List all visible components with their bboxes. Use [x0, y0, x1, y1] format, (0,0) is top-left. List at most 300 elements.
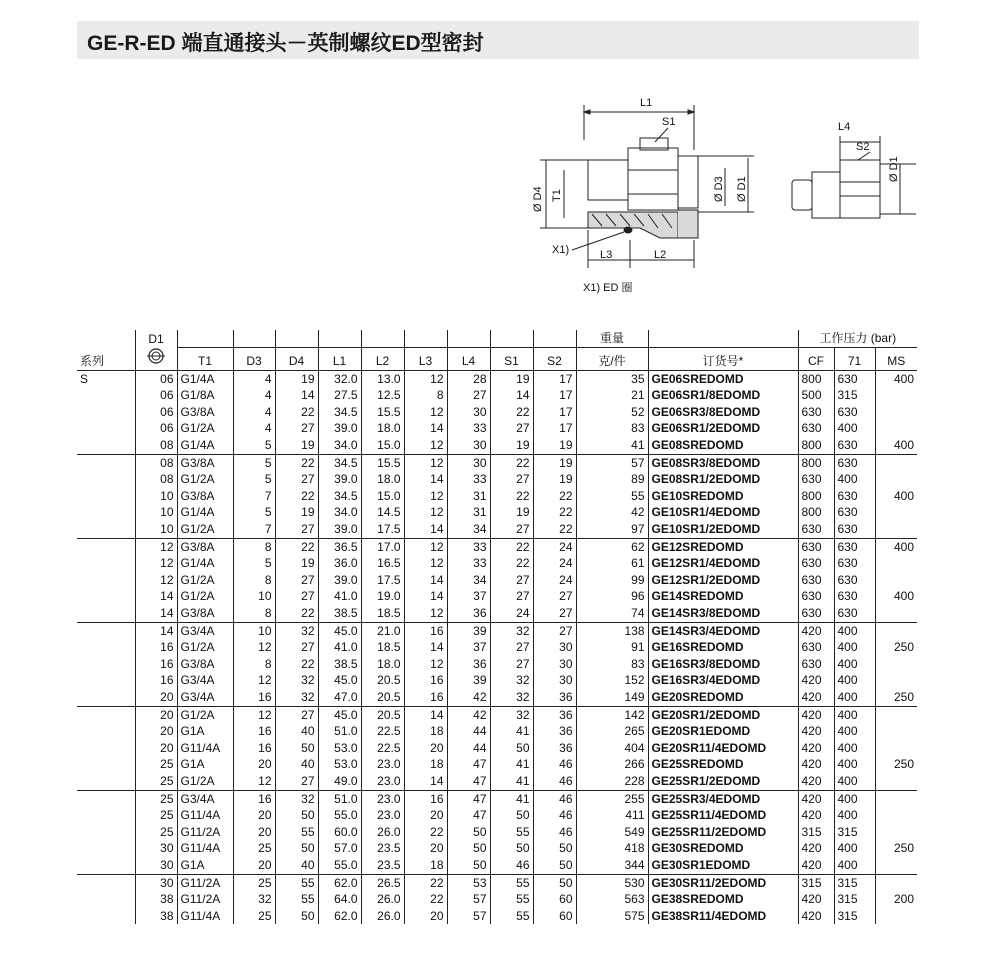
table-cell: 400	[834, 723, 875, 740]
table-cell: 30	[447, 454, 490, 471]
table-cell: 33	[447, 471, 490, 488]
table-cell: 12	[404, 605, 447, 622]
table-cell: 41	[490, 756, 533, 773]
table-cell: 50	[275, 908, 318, 925]
table-cell: G3/8A	[177, 454, 233, 471]
table-cell: 20	[135, 706, 177, 723]
table-cell: 53.0	[318, 756, 361, 773]
spec-table	[77, 330, 917, 924]
series-cell	[77, 420, 135, 437]
table-cell: G3/8A	[177, 538, 233, 555]
series-cell	[77, 504, 135, 521]
table-cell: 315	[834, 387, 875, 404]
table-cell: 16	[233, 689, 275, 706]
table-cell: 36	[533, 689, 576, 706]
table-cell: 16	[233, 723, 275, 740]
table-row	[77, 387, 917, 404]
table-cell: G11/2A	[177, 824, 233, 841]
label-l2: L2	[654, 249, 667, 261]
table-cell: GE08SREDOMD	[648, 437, 798, 454]
table-cell: 25	[233, 840, 275, 857]
table-cell: G11/4A	[177, 807, 233, 824]
table-cell: G3/4A	[177, 790, 233, 807]
table-cell: 12	[404, 656, 447, 673]
table-cell: 27	[275, 521, 318, 538]
table-cell: 19	[533, 454, 576, 471]
table-cell: 27	[490, 588, 533, 605]
table-cell: 12	[404, 454, 447, 471]
table-cell: 17	[533, 420, 576, 437]
table-cell: G3/8A	[177, 605, 233, 622]
table-cell: 420	[798, 807, 834, 824]
table-cell: 400	[834, 807, 875, 824]
table-cell	[875, 740, 917, 757]
table-cell: G11/4A	[177, 740, 233, 757]
table-cell: 27	[490, 521, 533, 538]
table-cell: 404	[576, 740, 648, 757]
table-cell: 5	[233, 437, 275, 454]
table-cell: 400	[875, 488, 917, 505]
series-cell	[77, 807, 135, 824]
table-cell: 36	[447, 605, 490, 622]
table-cell: 138	[576, 622, 648, 639]
table-cell: 32	[275, 622, 318, 639]
table-cell: 27	[533, 622, 576, 639]
table-cell: 50	[533, 874, 576, 891]
table-cell: GE25SREDOMD	[648, 756, 798, 773]
table-cell: 400	[875, 437, 917, 454]
table-cell: 53.0	[318, 740, 361, 757]
table-cell: 25	[233, 874, 275, 891]
table-cell: G3/8A	[177, 488, 233, 505]
table-cell: 400	[834, 420, 875, 437]
table-cell: 400	[834, 840, 875, 857]
table-cell: G3/4A	[177, 622, 233, 639]
table-cell: 19	[275, 555, 318, 572]
series-cell	[77, 756, 135, 773]
table-cell: GE38SREDOMD	[648, 891, 798, 908]
table-cell: 38.5	[318, 656, 361, 673]
table-cell: 19	[275, 370, 318, 387]
table-cell: 20	[233, 824, 275, 841]
table-cell: 12	[135, 572, 177, 589]
table-cell: 62.0	[318, 874, 361, 891]
table-cell: 20	[135, 723, 177, 740]
table-cell: 97	[576, 521, 648, 538]
table-cell: 630	[798, 404, 834, 421]
table-cell: 60	[533, 891, 576, 908]
series-cell	[77, 538, 135, 555]
table-cell: 400	[834, 857, 875, 874]
table-cell: 400	[875, 370, 917, 387]
table-cell: 39	[447, 672, 490, 689]
table-cell: 38.5	[318, 605, 361, 622]
table-cell: GE30SR1EDOMD	[648, 857, 798, 874]
table-cell: 96	[576, 588, 648, 605]
table-cell: 42	[447, 689, 490, 706]
table-cell: 20	[233, 807, 275, 824]
hdr-cf: CF	[798, 347, 834, 370]
table-cell: 16	[404, 790, 447, 807]
table-cell: 55	[490, 874, 533, 891]
table-cell: 27	[490, 572, 533, 589]
table-cell: G1/2A	[177, 521, 233, 538]
table-cell: 44	[447, 740, 490, 757]
table-cell: 36	[533, 723, 576, 740]
table-cell: 22	[533, 488, 576, 505]
label-l1: L1	[640, 97, 653, 109]
series-cell	[77, 908, 135, 925]
table-cell	[875, 874, 917, 891]
table-cell: G1/4A	[177, 437, 233, 454]
table-cell: 15.0	[361, 488, 404, 505]
table-cell: 24	[533, 555, 576, 572]
table-cell: 23.0	[361, 756, 404, 773]
table-cell: 400	[834, 773, 875, 790]
table-cell: 15.0	[361, 437, 404, 454]
table-cell: 39.0	[318, 572, 361, 589]
series-cell	[77, 740, 135, 757]
table-cell: 630	[834, 588, 875, 605]
table-cell: 61	[576, 555, 648, 572]
table-cell: 18.5	[361, 605, 404, 622]
table-cell: 57	[447, 908, 490, 925]
label-d3: Ø D3	[713, 176, 725, 202]
table-cell: 55	[275, 874, 318, 891]
table-cell: 630	[834, 370, 875, 387]
hdr-l3: L3	[404, 347, 447, 370]
table-cell: 22	[404, 824, 447, 841]
series-cell	[77, 857, 135, 874]
table-cell: 800	[798, 454, 834, 471]
table-cell: 57	[576, 454, 648, 471]
table-row	[77, 555, 917, 572]
table-row	[77, 622, 917, 639]
table-cell: 46	[533, 790, 576, 807]
table-cell: 44	[447, 723, 490, 740]
table-cell: 27	[275, 572, 318, 589]
table-cell: 800	[798, 370, 834, 387]
table-cell: 630	[834, 454, 875, 471]
table-cell: G3/4A	[177, 689, 233, 706]
table-cell: 14	[275, 387, 318, 404]
table-cell: 530	[576, 874, 648, 891]
series-cell	[77, 521, 135, 538]
table-cell: 315	[834, 891, 875, 908]
table-cell: GE10SREDOMD	[648, 488, 798, 505]
table-cell: 47	[447, 756, 490, 773]
table-cell: 32	[275, 672, 318, 689]
table-cell: 5	[233, 471, 275, 488]
table-row	[77, 370, 917, 387]
table-cell: GE06SR3/8EDOMD	[648, 404, 798, 421]
table-cell: GE14SR3/8EDOMD	[648, 605, 798, 622]
table-cell: 400	[834, 706, 875, 723]
table-cell: GE16SR3/4EDOMD	[648, 672, 798, 689]
table-cell: 55	[275, 824, 318, 841]
series-cell	[77, 723, 135, 740]
table-cell: 400	[834, 756, 875, 773]
table-cell: 22	[275, 538, 318, 555]
table-row	[77, 672, 917, 689]
table-cell: 55.0	[318, 807, 361, 824]
hdr-weight-1: 重量	[576, 330, 648, 347]
table-cell	[875, 807, 917, 824]
table-cell	[875, 857, 917, 874]
hdr-l1: L1	[318, 347, 361, 370]
table-cell: GE25SR1/2EDOMD	[648, 773, 798, 790]
table-cell: 400	[834, 622, 875, 639]
series-cell	[77, 572, 135, 589]
table-cell: GE30SR11/2EDOMD	[648, 874, 798, 891]
table-cell: 36	[533, 740, 576, 757]
table-cell: 34.5	[318, 488, 361, 505]
table-cell: 16	[404, 689, 447, 706]
table-cell: 74	[576, 605, 648, 622]
table-cell: 265	[576, 723, 648, 740]
table-cell: 41	[490, 723, 533, 740]
table-cell: 420	[798, 740, 834, 757]
table-cell: 22	[404, 874, 447, 891]
table-row	[77, 891, 917, 908]
table-cell: G1/2A	[177, 420, 233, 437]
table-cell: 24	[533, 538, 576, 555]
table-cell: G11/2A	[177, 874, 233, 891]
table-cell: 62.0	[318, 908, 361, 925]
table-cell	[875, 504, 917, 521]
table-row	[77, 908, 917, 925]
table-cell: 18	[404, 857, 447, 874]
table-cell: 32	[490, 672, 533, 689]
table-cell: 14	[404, 588, 447, 605]
table-cell: 25	[135, 773, 177, 790]
table-cell: 25	[135, 756, 177, 773]
table-row	[77, 471, 917, 488]
table-cell: 18.0	[361, 471, 404, 488]
label-x1: X1)	[552, 244, 570, 256]
series-cell	[77, 454, 135, 471]
table-cell: 91	[576, 639, 648, 656]
table-cell: 630	[798, 555, 834, 572]
table-cell: 250	[875, 840, 917, 857]
table-cell	[875, 404, 917, 421]
table-cell: 37	[447, 588, 490, 605]
table-cell: 55.0	[318, 857, 361, 874]
table-cell: 83	[576, 420, 648, 437]
table-cell: 33	[447, 420, 490, 437]
table-cell: 39	[447, 622, 490, 639]
table-cell: 22	[490, 454, 533, 471]
table-cell: 49.0	[318, 773, 361, 790]
table-cell: 33	[447, 555, 490, 572]
table-cell	[875, 555, 917, 572]
table-cell: 420	[798, 622, 834, 639]
table-cell: 8	[404, 387, 447, 404]
table-cell: 25	[135, 807, 177, 824]
table-cell: 22	[275, 404, 318, 421]
table-cell: 630	[798, 639, 834, 656]
table-cell: 32	[490, 622, 533, 639]
table-cell: 630	[834, 538, 875, 555]
table-cell: 630	[798, 572, 834, 589]
table-cell: 16	[404, 622, 447, 639]
table-cell: 47	[447, 807, 490, 824]
table-cell: 17	[533, 404, 576, 421]
table-cell: 22	[275, 656, 318, 673]
table-cell: 630	[834, 404, 875, 421]
hdr-71: 71	[834, 347, 875, 370]
x1-note: X1) ED 圈	[583, 282, 633, 294]
table-cell: 12	[233, 639, 275, 656]
table-cell: 22	[490, 488, 533, 505]
table-cell: 25	[135, 790, 177, 807]
table-cell: 12	[404, 555, 447, 572]
table-cell: 19	[275, 437, 318, 454]
table-cell: 19	[533, 471, 576, 488]
table-cell: G1/2A	[177, 773, 233, 790]
table-cell: 10	[135, 504, 177, 521]
table-cell: G11/4A	[177, 840, 233, 857]
table-cell: G1A	[177, 756, 233, 773]
table-cell	[875, 656, 917, 673]
table-cell: 27	[447, 387, 490, 404]
table-cell: 630	[834, 555, 875, 572]
table-cell: GE30SREDOMD	[648, 840, 798, 857]
table-cell: 52	[576, 404, 648, 421]
table-cell: 32	[490, 689, 533, 706]
table-cell: 26.0	[361, 891, 404, 908]
table-cell: 4	[233, 370, 275, 387]
table-cell: 315	[834, 824, 875, 841]
hdr-weight-2: 克/件	[576, 347, 648, 370]
table-cell: 200	[875, 891, 917, 908]
table-cell: 14	[404, 420, 447, 437]
table-cell: G1/4A	[177, 370, 233, 387]
table-cell: GE25SR3/4EDOMD	[648, 790, 798, 807]
table-cell: 8	[233, 572, 275, 589]
table-cell: 46	[533, 807, 576, 824]
table-cell: GE10SR1/2EDOMD	[648, 521, 798, 538]
table-cell: 18.5	[361, 639, 404, 656]
hdr-ms: MS	[875, 347, 917, 370]
table-cell: 19.0	[361, 588, 404, 605]
table-cell: 46	[533, 756, 576, 773]
table-cell: 27	[490, 639, 533, 656]
table-cell: 630	[834, 488, 875, 505]
table-cell: 55	[490, 891, 533, 908]
table-cell: 28	[447, 370, 490, 387]
table-cell: 20	[135, 740, 177, 757]
table-cell: 16	[135, 672, 177, 689]
table-cell: 575	[576, 908, 648, 925]
table-cell: 420	[798, 857, 834, 874]
table-cell: 27	[490, 656, 533, 673]
table-cell: GE20SR1/2EDOMD	[648, 706, 798, 723]
table-cell: 32	[275, 689, 318, 706]
table-cell	[875, 773, 917, 790]
table-cell: 16	[404, 672, 447, 689]
table-cell: 30	[533, 639, 576, 656]
table-row	[77, 605, 917, 622]
table-cell: 411	[576, 807, 648, 824]
table-cell: 50	[275, 840, 318, 857]
table-cell: 51.0	[318, 790, 361, 807]
table-cell: G11/4A	[177, 908, 233, 925]
series-cell	[77, 471, 135, 488]
table-cell: 8	[233, 605, 275, 622]
table-cell: 25	[135, 824, 177, 841]
table-cell: 10	[233, 622, 275, 639]
table-cell: 30	[135, 874, 177, 891]
table-cell	[875, 672, 917, 689]
table-cell: 20	[404, 740, 447, 757]
table-cell: 26.0	[361, 908, 404, 925]
table-cell: 17.5	[361, 572, 404, 589]
table-cell: 23.0	[361, 773, 404, 790]
table-cell: 12	[404, 504, 447, 521]
table-cell: 22	[490, 555, 533, 572]
table-cell: 315	[798, 874, 834, 891]
hdr-pressure: 工作压力 (bar)	[798, 330, 917, 347]
table-cell: 50	[275, 740, 318, 757]
table-cell: 12.5	[361, 387, 404, 404]
hdr-l2: L2	[361, 347, 404, 370]
table-cell: 315	[834, 874, 875, 891]
table-cell: 250	[875, 639, 917, 656]
table-cell: 19	[275, 504, 318, 521]
hdr-d1: D1	[135, 330, 177, 347]
table-cell: 420	[798, 689, 834, 706]
hdr-d3: D3	[233, 347, 275, 370]
table-row	[77, 874, 917, 891]
table-cell: 06	[135, 387, 177, 404]
table-cell	[875, 908, 917, 925]
table-cell: G1A	[177, 857, 233, 874]
series-cell	[77, 672, 135, 689]
table-cell: 06	[135, 404, 177, 421]
label-d4: Ø D4	[532, 186, 544, 212]
table-cell: 27	[275, 471, 318, 488]
series-cell	[77, 437, 135, 454]
table-cell: 20	[404, 908, 447, 925]
table-cell: 420	[798, 891, 834, 908]
series-cell	[77, 773, 135, 790]
table-cell: 5	[233, 504, 275, 521]
table-cell: G1/4A	[177, 555, 233, 572]
table-cell: 19	[490, 504, 533, 521]
table-cell: 17.0	[361, 538, 404, 555]
table-cell	[875, 387, 917, 404]
table-cell: 630	[834, 572, 875, 589]
table-cell: 22	[533, 521, 576, 538]
table-cell: 18	[404, 723, 447, 740]
table-cell: 400	[875, 588, 917, 605]
table-cell: 34.0	[318, 504, 361, 521]
table-cell: 55	[576, 488, 648, 505]
table-cell: 23.0	[361, 807, 404, 824]
table-row	[77, 404, 917, 421]
table-cell: 25	[233, 908, 275, 925]
table-cell: 27	[275, 773, 318, 790]
table-cell: 08	[135, 437, 177, 454]
table-cell: 4	[233, 420, 275, 437]
table-cell: GE12SREDOMD	[648, 538, 798, 555]
table-cell: 30	[135, 857, 177, 874]
hdr-s2: S2	[533, 347, 576, 370]
label-l4: L4	[838, 121, 851, 133]
table-cell: 27	[275, 639, 318, 656]
table-cell: 40	[275, 723, 318, 740]
